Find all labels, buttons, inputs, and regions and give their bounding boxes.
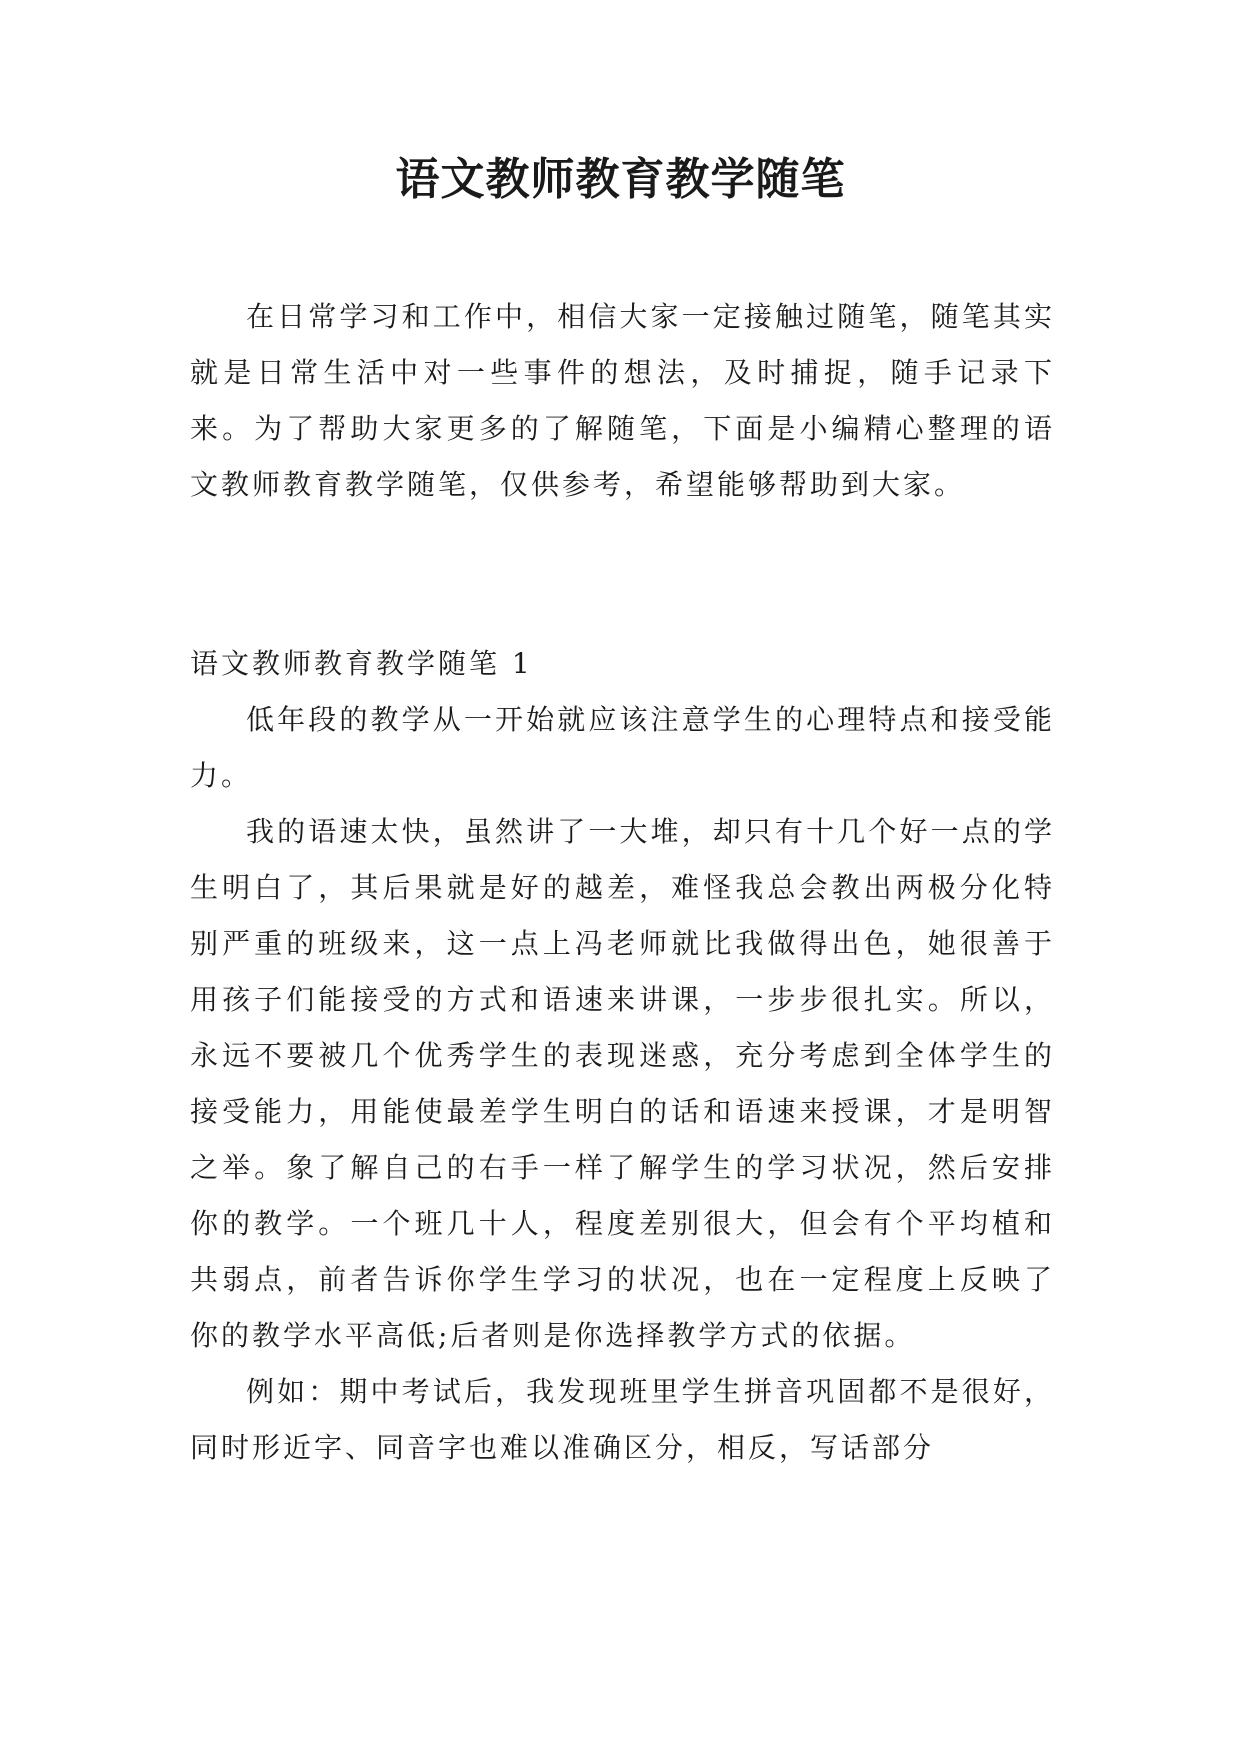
intro-paragraph: 在日常学习和工作中，相信大家一定接触过随笔，随笔其实就是日常生活中对一些事件的想法，及时捕捉，随手记录下来。为了帮助大家更多的了解随笔，下面是小编精心整理的语文教师教育教学随笔，仅供参考，希望能够帮助到大家。	[190, 300, 1055, 501]
section-body	[190, 692, 1055, 1476]
body-paragraph: 低年段的教学从一开始就应该注意学生的心理特点和接受能力。	[190, 703, 1055, 792]
section-heading-block	[190, 636, 1055, 692]
body-paragraph: 例如：期中考试后，我发现班里学生拼音巩固都不是很好，同时形近字、同音字也难以准确区分，相反，写话部分	[190, 1375, 1055, 1464]
intro-block	[190, 289, 1055, 513]
document-title: 语文教师教育教学随笔	[395, 154, 846, 205]
section-heading: 语文教师教育教学随笔 1	[190, 647, 533, 680]
body-paragraph: 我的语速太快，虽然讲了一大堆，却只有十几个好一点的学生明白了，其后果就是好的越差，难怪我总会教出两极分化特别严重的班级来，这一点上冯老师就比我做得出色，她很善于用孩子们能接受的方式和语速来讲课，一步步很扎实。所以，永远不要被几个优秀学生的表现迷惑，充分考虑到全体学生的接受能力，用能使最差学生明白的话和语速来授课，才是明智之举。象了解自己的右手一样了解学生的学习状况，然后安排你的教学。一个班几十人，程度差别很大，但会有个平均植和共弱点，前者告诉你学生学习的状况，也在一定程度上反映了你的教学水平高低;后者则是你选择教学方式的依据。	[190, 815, 1055, 1352]
